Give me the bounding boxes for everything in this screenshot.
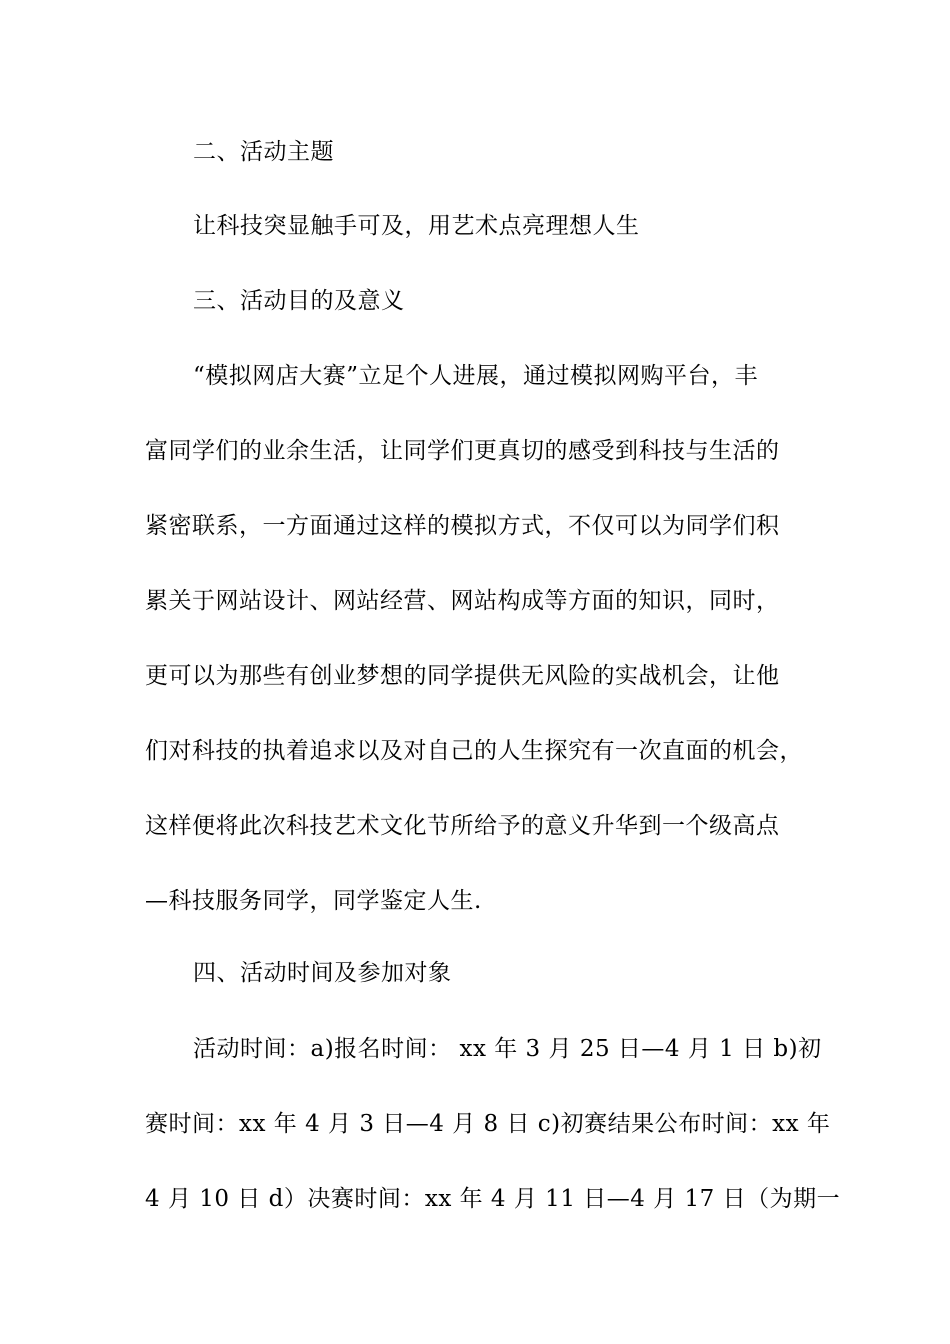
heading-activity-purpose: 三、活动目的及意义	[193, 288, 405, 314]
theme-text: 让科技突显触手可及，用艺术点亮理想人生	[193, 213, 640, 239]
purpose-line: 们对科技的执着追求以及对自己的人生探究有一次直面的机会，	[145, 738, 803, 764]
purpose-line: 累关于网站设计、网站经营、网站构成等方面的知识，同时，	[145, 588, 780, 614]
purpose-line: 更可以为那些有创业梦想的同学提供无风险的实战机会，让他	[145, 663, 780, 689]
time-line: 活动时间：a)报名时间： xx 年 3 月 25 日—4 月 1 日 b)初	[193, 1036, 822, 1062]
purpose-line: 这样便将此次科技艺术文化节所给予的意义升华到一个级高点	[145, 813, 780, 839]
time-line: 4 月 10 日 d）决赛时间：xx 年 4 月 11 日—4 月 17 日（为期一	[145, 1186, 841, 1212]
purpose-line: 紧密联系，一方面通过这样的模拟方式，不仅可以为同学们积	[145, 513, 780, 539]
purpose-line: 富同学们的业余生活，让同学们更真切的感受到科技与生活的	[145, 438, 780, 464]
purpose-line: “模拟网店大赛”立足个人进展，通过模拟网购平台，丰	[193, 363, 759, 389]
time-line: 赛时间：xx 年 4 月 3 日—4 月 8 日 c)初赛结果公布时间：xx 年	[145, 1111, 831, 1137]
heading-activity-theme: 二、活动主题	[193, 139, 334, 165]
purpose-line: —科技服务同学，同学鉴定人生.	[145, 888, 482, 914]
heading-activity-time: 四、活动时间及参加对象	[193, 960, 452, 986]
